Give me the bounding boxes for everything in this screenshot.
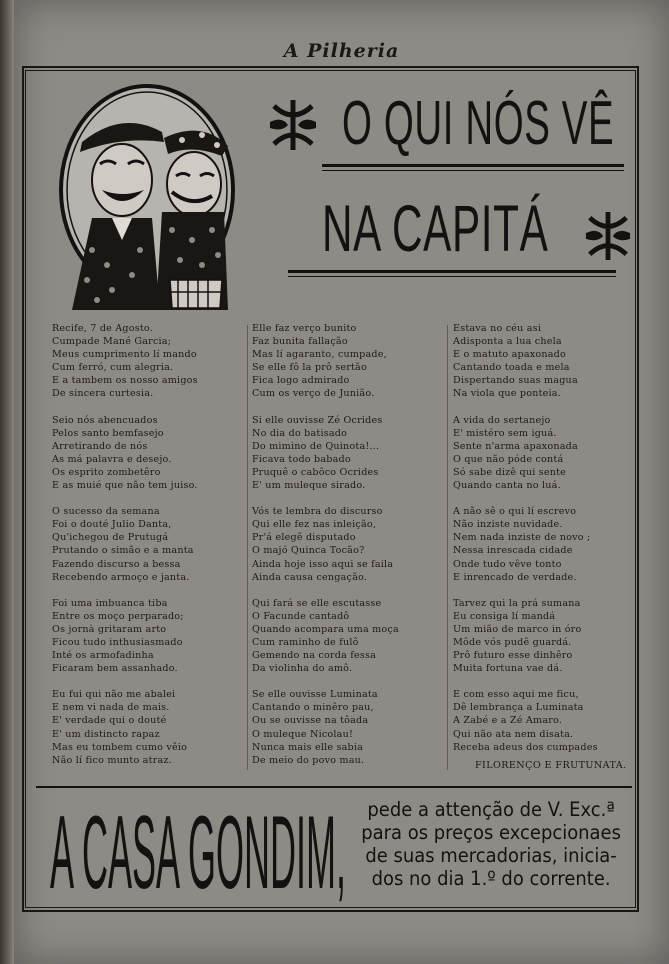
- poem-line: O muleque Nicolau!: [252, 728, 354, 740]
- poem-line: Quando acompara uma moça: [252, 623, 399, 635]
- poem-stanza: [252, 322, 444, 401]
- fleuron-ornament-icon: [584, 208, 632, 264]
- poem-line: Cum raminho de fulô: [252, 636, 359, 648]
- poem-stanza: [252, 414, 444, 493]
- poem-stanza: [52, 505, 244, 584]
- poem-line: Estava no céu asi: [453, 323, 542, 334]
- column-divider: [247, 325, 248, 770]
- poem-stanza: [52, 688, 244, 767]
- poem-line: Foi uma imbuanca tiba: [52, 597, 168, 609]
- poem-line: Nessa inrescada cidade: [453, 545, 573, 557]
- poem-line: No dia do batisado: [252, 427, 348, 439]
- poem-line: Nunca mais elle sabia: [252, 741, 364, 753]
- poem-line: O que não póde contá: [453, 453, 564, 465]
- poem-line: Mas eu tombem cumo vêio: [52, 741, 188, 753]
- poem-line: Nem nada inziste de novo ;: [453, 532, 591, 544]
- poem-line: Môde vós pudê guardá.: [453, 636, 572, 648]
- advertiser-name: [50, 790, 355, 905]
- title-rule: [288, 276, 616, 277]
- column-divider: [447, 325, 448, 770]
- poem-stanza: [453, 322, 643, 401]
- poem-line: De meio do povo mau.: [252, 754, 365, 766]
- title-line-2: NA CAPITÁ: [322, 191, 549, 265]
- poem-line: Na viola que ponteia.: [453, 388, 561, 400]
- poem-stanza: [252, 597, 444, 676]
- poem-line: Não lí fico munto atraz.: [52, 754, 172, 766]
- poem-column-3: [453, 322, 643, 780]
- ad-text-line: de suas mercadorias, inicia-: [365, 844, 617, 867]
- poem-line: Elle faz verço bunito: [252, 323, 357, 334]
- poem-line: Ficou tudo inthusiasmado: [52, 636, 183, 648]
- poem-line: Se elle fô la prô sertão: [252, 362, 367, 374]
- poem-line: Só sabe dizê qui sente: [453, 466, 567, 478]
- fleuron-ornament-icon: [268, 96, 318, 154]
- running-head: A Pilheria: [283, 40, 400, 62]
- poem-line: Foi o douté Julio Danta,: [52, 519, 172, 531]
- poem-line: E' um muleque sirado.: [252, 480, 366, 492]
- poem-line: Prutando o simão e a manta: [52, 545, 194, 557]
- poem-stanza: [453, 505, 643, 584]
- page-binding-edge: [0, 0, 14, 964]
- poem-line: Do mimino de Quinota!...: [252, 440, 380, 452]
- poem-stanza: [52, 322, 244, 401]
- poem-line: Qu'ichegou de Prutugá: [52, 532, 169, 544]
- poem-line: Vós te lembra do discurso: [252, 506, 383, 518]
- poem-line: Meus cumprimento lí mando: [52, 349, 197, 361]
- poem-line: Ficaram bem assanhado.: [52, 663, 178, 675]
- poem-line: Os esprito zombetêro: [52, 466, 161, 478]
- poem-line: Arretirando de nós: [52, 440, 148, 452]
- poem-stanza: [252, 688, 444, 767]
- poem-line: Pruquê o cabôco Ocrides: [252, 466, 379, 478]
- poem-line: Eu fui qui não me abalei: [52, 689, 176, 701]
- poem-line: A Zabé e a Zé Amaro.: [453, 715, 563, 727]
- poem-signature: FILORENÇO E FRUTUNATA.: [475, 760, 627, 771]
- poem-line: Recife, 7 de Agosto.: [52, 323, 153, 334]
- poem-line: Cantando toada e mela: [453, 362, 570, 374]
- poem-line: E inrencado de verdade.: [453, 571, 577, 583]
- poem-line: Da violinha do amô.: [252, 663, 353, 675]
- poem-line: Se elle ouvisse Luminata: [252, 689, 378, 701]
- advertisement-text: [360, 798, 622, 890]
- poem-line: Recebendo armoço e janta.: [52, 571, 190, 583]
- poem-line: Ou se ouvisse na tôada: [252, 715, 369, 727]
- poem-line: Ainda causa cengação.: [252, 571, 368, 583]
- poem-line: Gemendo na corda fessa: [252, 650, 377, 662]
- poem-line: Dê lembrança a Luminata: [453, 702, 584, 714]
- poem-line: E com esso aqui me ficu,: [453, 689, 579, 701]
- poem-line: Cum ferró, cum alegria.: [52, 362, 174, 374]
- poem-line: As má palavra e desejo.: [52, 453, 172, 465]
- poem-line: O majó Quinca Tocão?: [252, 545, 365, 557]
- poem-line: Muita fortuna vae dá.: [453, 663, 563, 675]
- poem-line: Entre os moço perparado;: [52, 610, 184, 622]
- poem-line: O Facunde cantadô: [252, 610, 350, 622]
- title-rule: [288, 270, 616, 273]
- poem-line: Eu consiga lí mandá: [453, 610, 556, 622]
- poem-line: E' um distincto rapaz: [52, 728, 160, 740]
- poem-line: Qui elle fez nas inleição,: [252, 519, 377, 531]
- poem-line: Qui fará se elle escutasse: [252, 597, 382, 609]
- poem-line: Ficava todo babado: [252, 453, 351, 465]
- poem-line: Prô futuro esse dinhêro: [453, 650, 573, 662]
- title-line-1: O QUI NÓS VÊ: [342, 89, 615, 158]
- poem-line: Os jornà gritaram arto: [52, 623, 167, 635]
- poem-line: De sincera curtesia.: [52, 388, 154, 400]
- poem-line: Cum os verço de Junião.: [252, 388, 375, 400]
- poem-line: Dispertando suas magua: [453, 375, 578, 387]
- poem-line: E' verdade qui o douté: [52, 715, 167, 727]
- poem-line: Cumpade Mané Garcia;: [52, 336, 172, 348]
- poem-line: Faz bunita fallação: [252, 336, 348, 348]
- title-rule: [322, 164, 624, 167]
- poem-line: E a tambem os nosso amigos: [52, 375, 198, 387]
- poem-line: E nem vi nada de mais.: [52, 702, 170, 714]
- poem-line: Si elle ouvisse Zé Ocrides: [252, 414, 383, 426]
- poem-line: Não inziste nuvidade.: [453, 519, 563, 531]
- poem-stanza: [252, 505, 444, 584]
- poem-line: Receba adeus dos cumpades: [453, 741, 598, 753]
- poem-stanza: [453, 688, 643, 767]
- poem-stanza: [52, 414, 244, 493]
- poem-line: A não sê o qui lí escrevo: [453, 506, 577, 518]
- poem-line: Qui não ata nem disata.: [453, 728, 574, 740]
- poem-line: E' mistéro sem iguá.: [453, 427, 557, 439]
- poem-column-2: [252, 322, 444, 780]
- poem-line: E o matuto apaxonado: [453, 349, 566, 361]
- poem-line: Ainda hoje isso aqui se faila: [252, 558, 394, 570]
- poem-line: A vida do sertanejo: [453, 414, 551, 426]
- poem-line: Tarvez qui la prá sumana: [453, 597, 581, 609]
- ad-text-line: para os preços excepcionaes: [361, 821, 621, 844]
- poem-stanza: [453, 414, 643, 493]
- poem-line: Adisponta a lua chela: [453, 336, 562, 348]
- poem-line: Pr'á elegê disputado: [252, 532, 356, 544]
- poem-line: Cantando o minêro pau,: [252, 702, 374, 714]
- poem-line: Um mião de marco in óro: [453, 623, 582, 635]
- poem-line: Mas lí agaranto, cumpade,: [252, 349, 387, 361]
- ad-text-line: dos no dia 1.º do corrente.: [371, 867, 611, 890]
- poem-line: Quando canta no luá.: [453, 480, 561, 492]
- poem-stanza: [453, 597, 643, 676]
- poem-line: Inté os armofadinha: [52, 650, 154, 662]
- poem-line: O sucesso da semana: [52, 506, 160, 518]
- poem-column-1: [52, 322, 244, 780]
- advertisement-divider: [36, 786, 632, 788]
- poem-line: Seio nós abencuados: [52, 414, 158, 426]
- poem-line: Sente n'arma apaxonada: [453, 440, 578, 452]
- title-rule: [322, 170, 624, 171]
- poem-stanza: [52, 597, 244, 676]
- poem-line: E as muié que não tem juiso.: [52, 480, 198, 492]
- svg-text:A CASA GONDIM,: A CASA GONDIM,: [50, 795, 346, 905]
- caricature-illustration: [52, 80, 242, 310]
- poem-line: Pelos santo bemfasejo: [52, 427, 164, 439]
- poem-line: Fica logo admirado: [252, 375, 350, 387]
- poem-line: Onde tudo vêve tonto: [453, 558, 562, 570]
- poem-line: Fazendo discurso a bessa: [52, 558, 181, 570]
- ad-text-line: pede a attenção de V. Exc.ª: [367, 798, 615, 821]
